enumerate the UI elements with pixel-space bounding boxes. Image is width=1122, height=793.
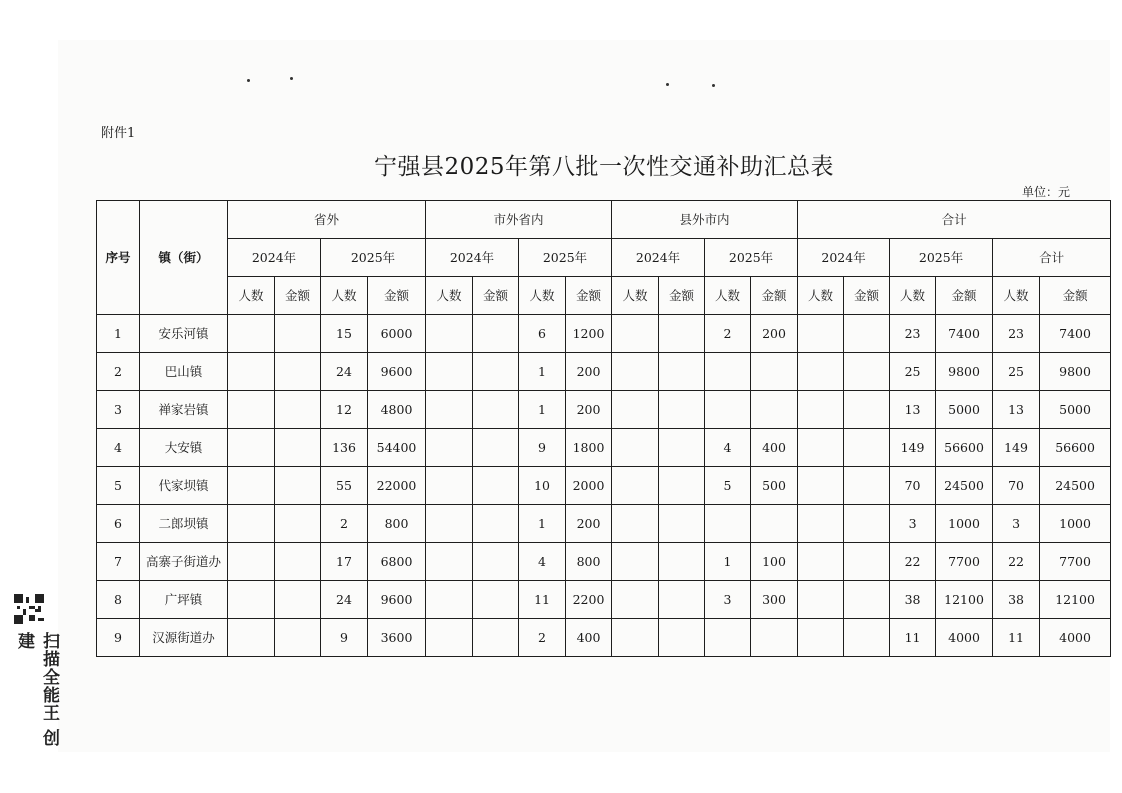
col-header-seq: 序号 [97, 201, 140, 315]
cell-xn24a [659, 543, 705, 581]
cell-sn24a [473, 429, 519, 467]
cell-sw24a [275, 581, 321, 619]
year-header: 2025年 [321, 239, 426, 277]
year-header: 2024年 [798, 239, 890, 277]
cell-sn24p [426, 353, 473, 391]
cell-sn25p: 10 [519, 467, 566, 505]
cell-hjp: 23 [993, 315, 1040, 353]
cell-xn25p [705, 505, 751, 543]
cell-hj25a: 7400 [936, 315, 993, 353]
cell-hja: 7700 [1040, 543, 1111, 581]
cell-hj24p [798, 429, 844, 467]
total-header: 合计 [993, 239, 1111, 277]
cell-hj24a [844, 467, 890, 505]
scan-speck [712, 84, 715, 87]
cell-sw25a: 22000 [368, 467, 426, 505]
cell-hj24a [844, 315, 890, 353]
cell-xn25p [705, 391, 751, 429]
cell-hja: 1000 [1040, 505, 1111, 543]
col-header-town: 镇（街） [140, 201, 228, 315]
cell-sw25p: 15 [321, 315, 368, 353]
cell-sw24p [228, 391, 275, 429]
cell-seq: 9 [97, 619, 140, 657]
cell-sw24p [228, 505, 275, 543]
cell-hj25p: 23 [890, 315, 936, 353]
amount-header: 金额 [659, 277, 705, 315]
cell-hj25a: 7700 [936, 543, 993, 581]
cell-sw25a: 800 [368, 505, 426, 543]
cell-hjp: 38 [993, 581, 1040, 619]
cell-sw25p: 9 [321, 619, 368, 657]
cell-sn25p: 9 [519, 429, 566, 467]
cell-sw24a [275, 315, 321, 353]
cell-hj24a [844, 391, 890, 429]
table-row [97, 581, 1111, 619]
cell-hj24p [798, 505, 844, 543]
cell-town: 禅家岩镇 [140, 391, 228, 429]
cell-seq: 3 [97, 391, 140, 429]
cell-xn25a [751, 505, 798, 543]
cell-hja: 24500 [1040, 467, 1111, 505]
cell-xn25a: 300 [751, 581, 798, 619]
cell-town: 二郎坝镇 [140, 505, 228, 543]
cell-sw25a: 4800 [368, 391, 426, 429]
cell-xn24p [612, 467, 659, 505]
cell-sw24p [228, 429, 275, 467]
cell-hj25a: 12100 [936, 581, 993, 619]
people-header: 人数 [519, 277, 566, 315]
cell-sn25p: 2 [519, 619, 566, 657]
cell-xn25a: 100 [751, 543, 798, 581]
cell-hj25a: 4000 [936, 619, 993, 657]
cell-xn24p [612, 581, 659, 619]
cell-sw25a: 54400 [368, 429, 426, 467]
cell-hj24p [798, 543, 844, 581]
scanner-watermark [10, 594, 59, 764]
cell-xn24a [659, 581, 705, 619]
cell-sn25p: 1 [519, 391, 566, 429]
cell-hj25p: 13 [890, 391, 936, 429]
table-row [97, 315, 1111, 353]
cell-hj24p [798, 467, 844, 505]
cell-hj25p: 11 [890, 619, 936, 657]
cell-hj25a: 24500 [936, 467, 993, 505]
group-header-outside-county: 县外市内 [612, 201, 798, 239]
cell-xn25a [751, 391, 798, 429]
cell-sn24p [426, 467, 473, 505]
cell-xn25a: 400 [751, 429, 798, 467]
cell-sn25a: 800 [566, 543, 612, 581]
attachment-label: 附件1 [101, 126, 136, 141]
cell-sn25a: 200 [566, 505, 612, 543]
cell-seq: 8 [97, 581, 140, 619]
cell-hj24a [844, 619, 890, 657]
amount-header: 金额 [936, 277, 993, 315]
cell-sw25p: 55 [321, 467, 368, 505]
cell-sn24a [473, 543, 519, 581]
people-header: 人数 [705, 277, 751, 315]
cell-hja: 56600 [1040, 429, 1111, 467]
cell-hj25p: 22 [890, 543, 936, 581]
cell-xn24a [659, 619, 705, 657]
amount-header: 金额 [1040, 277, 1111, 315]
cell-hjp: 149 [993, 429, 1040, 467]
cell-seq: 1 [97, 315, 140, 353]
people-header: 人数 [321, 277, 368, 315]
cell-town: 高寨子街道办 [140, 543, 228, 581]
cell-xn25p: 5 [705, 467, 751, 505]
people-header: 人数 [890, 277, 936, 315]
cell-sn25a: 400 [566, 619, 612, 657]
cell-hj24a [844, 543, 890, 581]
cell-xn25a: 200 [751, 315, 798, 353]
people-header: 人数 [426, 277, 473, 315]
cell-xn24p [612, 619, 659, 657]
people-header: 人数 [993, 277, 1040, 315]
cell-xn25p: 1 [705, 543, 751, 581]
cell-hjp: 13 [993, 391, 1040, 429]
people-header: 人数 [228, 277, 275, 315]
cell-hj24p [798, 353, 844, 391]
cell-hjp: 22 [993, 543, 1040, 581]
cell-xn25p: 4 [705, 429, 751, 467]
cell-sw24a [275, 619, 321, 657]
cell-hja: 4000 [1040, 619, 1111, 657]
cell-xn25a [751, 619, 798, 657]
cell-sw24p [228, 581, 275, 619]
cell-hj24a [844, 353, 890, 391]
cell-town: 广坪镇 [140, 581, 228, 619]
cell-sn25a: 200 [566, 353, 612, 391]
cell-xn25a: 500 [751, 467, 798, 505]
cell-town: 巴山镇 [140, 353, 228, 391]
cell-sn25a: 1200 [566, 315, 612, 353]
document-title: 宁强县2025年第八批一次性交通补助汇总表 [373, 154, 835, 180]
table-row [97, 543, 1111, 581]
cell-seq: 7 [97, 543, 140, 581]
year-header: 2024年 [426, 239, 519, 277]
cell-hj25p: 25 [890, 353, 936, 391]
cell-sw24p [228, 543, 275, 581]
year-header: 2025年 [705, 239, 798, 277]
cell-sw25p: 24 [321, 581, 368, 619]
subsidy-summary-table [96, 200, 1111, 657]
table-row [97, 467, 1111, 505]
cell-xn25p [705, 619, 751, 657]
amount-header: 金额 [473, 277, 519, 315]
cell-hj25a: 1000 [936, 505, 993, 543]
cell-seq: 4 [97, 429, 140, 467]
amount-header: 金额 [566, 277, 612, 315]
scan-speck [290, 77, 293, 80]
cell-hja: 9800 [1040, 353, 1111, 391]
cell-hjp: 3 [993, 505, 1040, 543]
cell-sw24a [275, 353, 321, 391]
amount-header: 金额 [751, 277, 798, 315]
cell-sw24p [228, 353, 275, 391]
cell-hj25p: 38 [890, 581, 936, 619]
table-body [97, 315, 1111, 657]
cell-sw24p [228, 315, 275, 353]
cell-hja: 12100 [1040, 581, 1111, 619]
cell-sn24p [426, 315, 473, 353]
cell-hj25p: 70 [890, 467, 936, 505]
cell-hj24p [798, 391, 844, 429]
cell-hj24a [844, 505, 890, 543]
cell-sw24a [275, 391, 321, 429]
cell-hjp: 11 [993, 619, 1040, 657]
group-header-outside-city: 市外省内 [426, 201, 612, 239]
cell-sw25a: 6800 [368, 543, 426, 581]
scan-speck [666, 83, 669, 86]
cell-sw25a: 9600 [368, 581, 426, 619]
cell-sn25p: 1 [519, 505, 566, 543]
cell-hj25a: 5000 [936, 391, 993, 429]
header-row-years [97, 239, 1111, 277]
cell-town: 大安镇 [140, 429, 228, 467]
cell-xn25a [751, 353, 798, 391]
cell-sn24p [426, 429, 473, 467]
table-row [97, 429, 1111, 467]
cell-hj24a [844, 581, 890, 619]
qr-code-icon [14, 594, 44, 624]
table-row [97, 391, 1111, 429]
cell-sw25a: 3600 [368, 619, 426, 657]
amount-header: 金额 [844, 277, 890, 315]
cell-sn24a [473, 505, 519, 543]
cell-xn24p [612, 429, 659, 467]
year-header: 2025年 [519, 239, 612, 277]
cell-sn25a: 200 [566, 391, 612, 429]
cell-sn24p [426, 505, 473, 543]
watermark-text: 扫描全能王 创建 [14, 632, 59, 747]
cell-xn24a [659, 429, 705, 467]
header-row-measures [97, 277, 1111, 315]
cell-xn24p [612, 505, 659, 543]
cell-xn24a [659, 467, 705, 505]
cell-sw24p [228, 619, 275, 657]
cell-sw24a [275, 429, 321, 467]
cell-sn25a: 1800 [566, 429, 612, 467]
cell-xn24p [612, 543, 659, 581]
cell-sn24p [426, 391, 473, 429]
table-row [97, 505, 1111, 543]
cell-sn24a [473, 619, 519, 657]
cell-sw25p: 24 [321, 353, 368, 391]
cell-xn24a [659, 391, 705, 429]
cell-seq: 5 [97, 467, 140, 505]
cell-hjp: 25 [993, 353, 1040, 391]
cell-sn25p: 1 [519, 353, 566, 391]
cell-xn25p [705, 353, 751, 391]
amount-header: 金额 [368, 277, 426, 315]
cell-sw25p: 17 [321, 543, 368, 581]
cell-xn25p: 2 [705, 315, 751, 353]
cell-sw25a: 9600 [368, 353, 426, 391]
cell-sn24a [473, 467, 519, 505]
cell-hj25a: 9800 [936, 353, 993, 391]
cell-seq: 6 [97, 505, 140, 543]
cell-hj24a [844, 429, 890, 467]
cell-sw25a: 6000 [368, 315, 426, 353]
cell-sw25p: 136 [321, 429, 368, 467]
cell-hj25p: 3 [890, 505, 936, 543]
cell-hjp: 70 [993, 467, 1040, 505]
year-header: 2025年 [890, 239, 993, 277]
cell-sn24a [473, 391, 519, 429]
unit-label: 单位：元 [1022, 185, 1071, 199]
cell-xn24a [659, 353, 705, 391]
cell-sw24a [275, 467, 321, 505]
cell-sw24a [275, 543, 321, 581]
cell-hj24p [798, 315, 844, 353]
scan-speck [247, 79, 250, 82]
cell-hj25a: 56600 [936, 429, 993, 467]
year-header: 2024年 [612, 239, 705, 277]
cell-sw24a [275, 505, 321, 543]
cell-xn25p: 3 [705, 581, 751, 619]
cell-town: 汉源街道办 [140, 619, 228, 657]
cell-sw25p: 2 [321, 505, 368, 543]
cell-hja: 7400 [1040, 315, 1111, 353]
cell-sw24p [228, 467, 275, 505]
cell-sn25a: 2000 [566, 467, 612, 505]
cell-sn25a: 2200 [566, 581, 612, 619]
cell-hj25p: 149 [890, 429, 936, 467]
amount-header: 金额 [275, 277, 321, 315]
cell-sn25p: 6 [519, 315, 566, 353]
year-header: 2024年 [228, 239, 321, 277]
people-header: 人数 [798, 277, 844, 315]
cell-xn24p [612, 315, 659, 353]
cell-xn24p [612, 391, 659, 429]
cell-hja: 5000 [1040, 391, 1111, 429]
cell-xn24p [612, 353, 659, 391]
table-row [97, 619, 1111, 657]
cell-xn24a [659, 505, 705, 543]
cell-sn24a [473, 315, 519, 353]
header-row-groups [97, 201, 1111, 239]
cell-hj24p [798, 581, 844, 619]
cell-sw25p: 12 [321, 391, 368, 429]
cell-sn24a [473, 353, 519, 391]
group-header-total: 合计 [798, 201, 1111, 239]
cell-sn24a [473, 581, 519, 619]
cell-seq: 2 [97, 353, 140, 391]
cell-sn25p: 11 [519, 581, 566, 619]
cell-sn24p [426, 619, 473, 657]
cell-town: 安乐河镇 [140, 315, 228, 353]
cell-xn24a [659, 315, 705, 353]
cell-hj24p [798, 619, 844, 657]
table-row [97, 353, 1111, 391]
cell-sn24p [426, 581, 473, 619]
group-header-outside-province: 省外 [228, 201, 426, 239]
people-header: 人数 [612, 277, 659, 315]
cell-town: 代家坝镇 [140, 467, 228, 505]
cell-sn24p [426, 543, 473, 581]
cell-sn25p: 4 [519, 543, 566, 581]
